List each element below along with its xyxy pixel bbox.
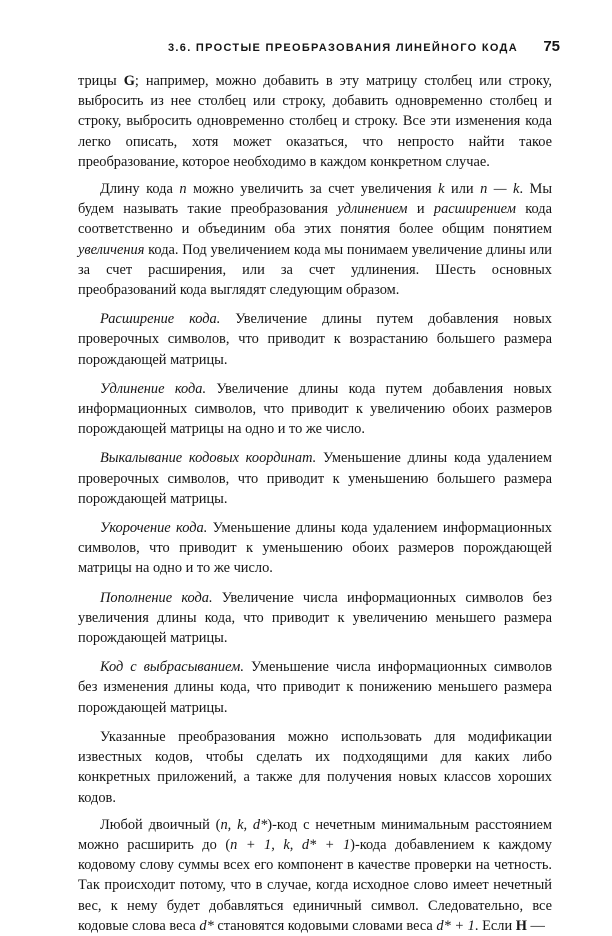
definition-term: Расширение кода. — [100, 311, 221, 328]
definition-lengthening: Удлинение кода. Увеличение длины кода путем добавления новых информационных символов, что приводит к увеличению обоих размеров порождающей матрицы на одно и то же число. — [78, 380, 552, 438]
definition-term: Удлинение кода. — [100, 380, 207, 397]
term-extension: расширением — [433, 201, 516, 218]
paragraph-applications: Указанные преобразования можно использовать для модификации известных кодов, чтобы сделать их подходящими для каких либо конкретных приложений, а также для получения новых классов хороших кодов. — [78, 728, 552, 806]
running-header — [168, 38, 560, 60]
section-title: 3.6. ПРОСТЫЕ ПРЕОБРАЗОВАНИЯ ЛИНЕЙНОГО КОДА — [168, 42, 518, 54]
paragraph-parity-extension: Любой двоичный (n, k, d*)-код с нечетным минимальным расстоянием можно расширить до (n + 1, k, d* + 1)-кода добавлением к каждому кодовому слову суммы всех его компонент в качестве проверки на четность. Так происходит потому, что в случае, когда исходное слово имеет нечетный вес, к нему будет добавляться единичный символ. Следовательно, все кодовые слова веса d* становятся кодовыми словами веса d* + 1. Если H — — [78, 816, 552, 934]
definition-term: Укорочение кода. — [100, 520, 208, 537]
term-lengthening: удлинением — [337, 201, 408, 218]
term-augmentation: увеличения — [78, 241, 145, 258]
definition-term: Пополнение кода. — [100, 589, 213, 606]
paragraph-length-increase: Длину кода n можно увеличить за счет увеличения k или n — k. Мы будем называть такие преобразования удлинением и расширением кода соответственно и объединим оба этих понятия более общим понятием увеличения кода. Под увеличением кода мы понимаем увеличение длины или за счет расширения, или за счет удлинения. Шесть основных преобразований кода выглядят следующим образом. — [78, 181, 552, 299]
definition-expurgating: Код с выбрасыванием. Уменьшение числа информационных символов без изменения длины кода, что приводит к понижению меньшего размера порождающей матрицы. — [78, 659, 553, 716]
definition-term: Код с выбрасыванием. — [100, 659, 244, 676]
definition-term: Выкалывание кодовых координат. — [100, 450, 317, 467]
extended-code-parameters: n + 1, k, d* + 1 — [230, 836, 351, 853]
definition-augmenting: Пополнение кода. Увеличение числа информационных символов без увеличения длины кода, что приводит к увеличению меньшего размера порождающей матрицы. — [78, 589, 552, 647]
matrix-symbol: G — [123, 73, 135, 89]
check-matrix-symbol: H — [515, 917, 527, 934]
page-body — [78, 71, 552, 936]
definition-shortening: Укорочение кода. Уменьшение длины кода удалением информационных символов, что приводит к уменьшению обоих размеров порождающей матрицы на одно и то же число. — [78, 520, 552, 577]
code-parameters: n, k, d* — [220, 816, 268, 833]
paragraph-matrix-changes: трицы G; например, можно добавить в эту матрицу столбец или строку, выбросить из нее столбец или строку, добавить одновременно столбец и строку, выбросить одновременно столбец и строку. Все эти изменения кода легко описать, хотя может оказаться, что непросто найти такое преобразование, которое необходимо в каждом конкретном случае. — [78, 73, 552, 170]
definition-puncturing: Выкалывание кодовых координат. Уменьшение длины кода удалением проверочных символов, что приводит к уменьшению большего размера порождающей матрицы. — [78, 450, 553, 507]
definition-extension: Расширение кода. Увеличение длины путем добавления новых проверочных символов, что приводит к возрастанию большего размера порождающей матрицы. — [78, 311, 552, 368]
page-number: 75 — [543, 38, 560, 55]
